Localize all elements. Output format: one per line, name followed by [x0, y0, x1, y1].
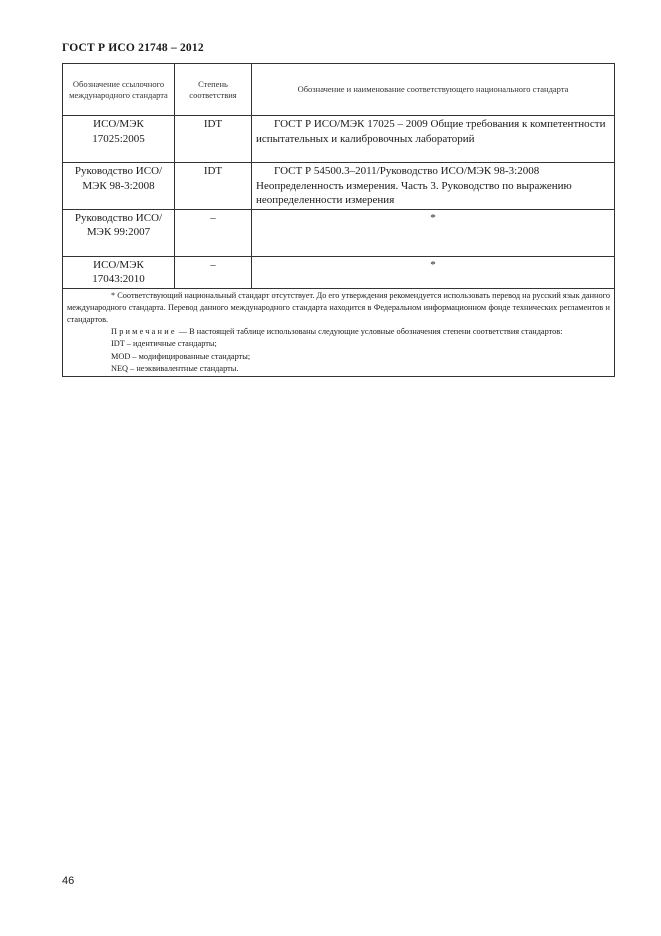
- table-row: [63, 256, 615, 288]
- cell-international-standard: ИСО/МЭК 17025:2005: [63, 116, 175, 163]
- table-footnote: * Соответствующий национальный стандарт отсутствует. До его утверждения рекомендуется использовать перевод на русский язык данного международного стандарта. Перевод данного международного стандарта находится в Федеральном информационном фонде технических регламентов и стандартов.: [67, 290, 610, 324]
- reference-standards-table: [62, 63, 615, 377]
- cell-international-standard: Руководство ИСО/МЭК 99:2007: [63, 209, 175, 256]
- note-text: — В настоящей таблице использованы следующие условные обозначения степени соответствия стандартов:: [176, 327, 563, 337]
- cell-national-standard: [252, 116, 615, 163]
- table-notes-row: [63, 288, 615, 376]
- cell-degree: IDT: [175, 116, 252, 163]
- table-notes: [63, 288, 615, 376]
- table-row: [63, 116, 615, 163]
- column-header-national-standard: Обозначение и наименование соответствующего национального стандарта: [252, 64, 615, 116]
- cell-national-standard: *: [252, 256, 615, 288]
- cell-degree: –: [175, 209, 252, 256]
- cell-degree: IDT: [175, 163, 252, 210]
- table-row: [63, 209, 615, 256]
- table-header-row: [63, 64, 615, 116]
- page-number: 46: [62, 875, 75, 887]
- cell-international-standard: Руководство ИСО/МЭК 98-3:2008: [63, 163, 175, 210]
- cell-international-standard: ИСО/МЭК 17043:2010: [63, 256, 175, 288]
- document-header: ГОСТ Р ИСО 21748 – 2012: [62, 42, 204, 54]
- national-standard-text: ГОСТ Р 54500.3–2011/Руководство ИСО/МЭК 98-3:2008 Неопределенность измерения. Часть 3. Руководство по выражению неопределенности измерения: [256, 165, 572, 206]
- column-header-international-standard: Обозначение ссылочного международного стандарта: [63, 64, 175, 116]
- table-row: [63, 163, 615, 210]
- table-note: [67, 326, 610, 338]
- national-standard-text: ГОСТ Р ИСО/МЭК 17025 – 2009 Общие требования к компетентности испытательных и калибровочных лабораторий: [256, 118, 606, 145]
- abbreviation-neq: NEQ – неэквивалентные стандарты.: [111, 363, 239, 373]
- cell-national-standard: [252, 163, 615, 210]
- column-header-degree: Степень соответствия: [175, 64, 252, 116]
- abbreviation-idt: IDT – идентичные стандарты;: [111, 339, 217, 349]
- cell-degree: –: [175, 256, 252, 288]
- cell-national-standard: *: [252, 209, 615, 256]
- abbreviation-mod: MOD – модифицированные стандарты;: [111, 351, 251, 361]
- note-label: Примечание: [111, 327, 177, 337]
